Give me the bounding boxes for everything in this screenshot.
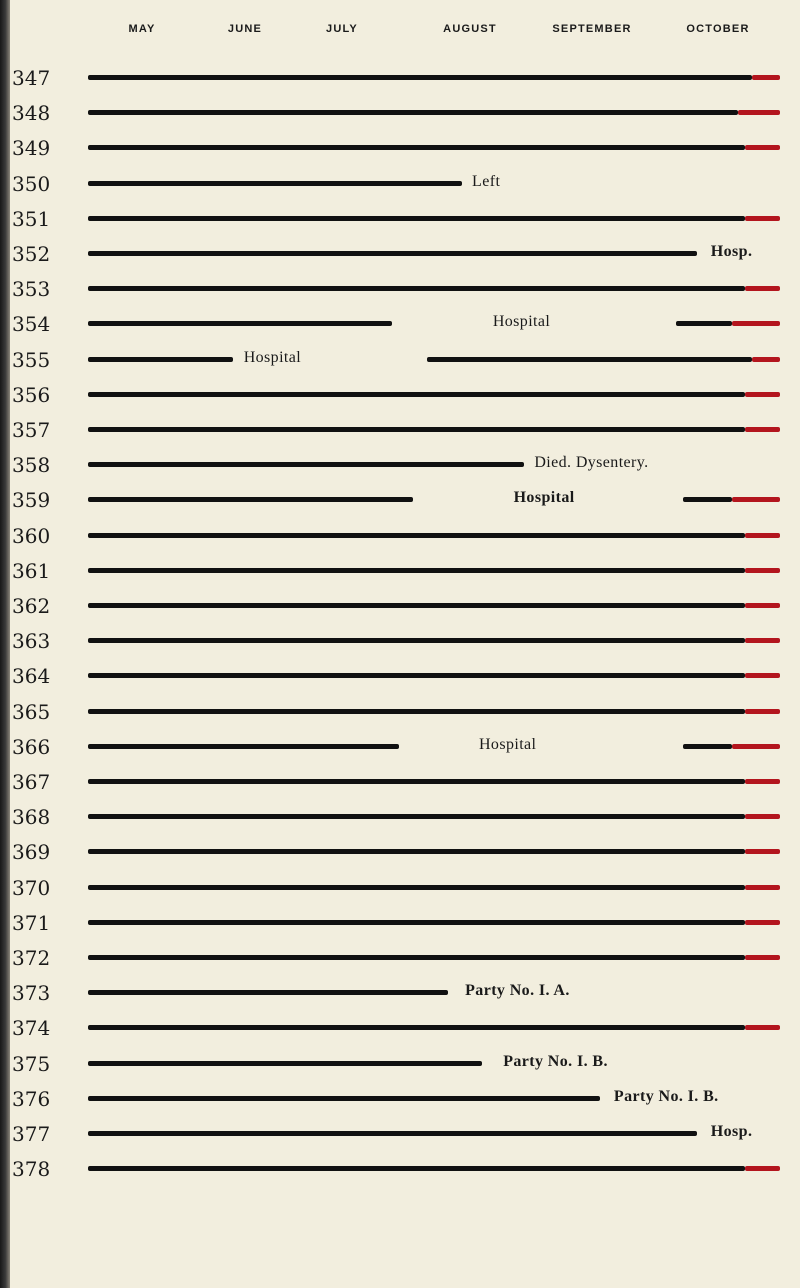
month-label: AUGUST	[443, 23, 497, 35]
roster-number: 362	[12, 594, 51, 618]
month-label: JULY	[326, 23, 358, 35]
status-annotation: Hosp.	[710, 243, 753, 260]
roster-row	[0, 555, 800, 591]
status-annotation: Party No. I. B.	[613, 1088, 719, 1105]
service-bar	[88, 75, 752, 80]
service-bar-red-segment	[745, 920, 780, 925]
service-bar	[676, 321, 731, 326]
roster-number: 363	[12, 629, 51, 653]
roster-row	[0, 1118, 800, 1154]
month-label: OCTOBER	[686, 23, 750, 35]
roster-row	[0, 344, 800, 380]
service-bar	[88, 990, 448, 995]
roster-number: 354	[12, 312, 51, 336]
service-bar-red-segment	[745, 814, 780, 819]
status-annotation: Left	[472, 173, 501, 190]
roster-row	[0, 203, 800, 239]
roster-row	[0, 414, 800, 450]
roster-row	[0, 132, 800, 168]
service-bar-red-segment	[745, 145, 780, 150]
roster-number: 372	[12, 946, 51, 970]
service-bar-red-segment	[732, 497, 780, 502]
roster-row	[0, 1048, 800, 1084]
roster-number: 357	[12, 418, 51, 442]
service-bar	[88, 1131, 697, 1136]
roster-row	[0, 907, 800, 943]
roster-row	[0, 1153, 800, 1189]
roster-row	[0, 696, 800, 732]
service-bar-red-segment	[745, 427, 780, 432]
service-bar	[427, 357, 752, 362]
roster-row	[0, 625, 800, 661]
service-bar	[88, 885, 745, 890]
roster-number: 348	[12, 101, 51, 125]
service-bar	[88, 673, 745, 678]
service-bar	[88, 216, 745, 221]
roster-number: 353	[12, 277, 51, 301]
roster-row	[0, 660, 800, 696]
service-bar	[88, 779, 745, 784]
service-bar-red-segment	[745, 638, 780, 643]
service-bar-red-segment	[745, 1166, 780, 1171]
status-annotation: Hospital	[492, 313, 551, 330]
roster-number: 367	[12, 770, 51, 794]
roster-row	[0, 168, 800, 204]
roster-row	[0, 731, 800, 767]
service-bar-red-segment	[732, 744, 780, 749]
service-bar	[88, 392, 745, 397]
roster-row	[0, 449, 800, 485]
roster-row	[0, 1012, 800, 1048]
roster-number: 376	[12, 1087, 51, 1111]
service-bar	[88, 357, 233, 362]
service-bar	[88, 849, 745, 854]
roster-number: 366	[12, 735, 51, 759]
service-bar	[88, 1096, 600, 1101]
roster-row	[0, 520, 800, 556]
service-bar	[88, 110, 738, 115]
service-bar-red-segment	[752, 357, 780, 362]
roster-number: 373	[12, 981, 51, 1005]
roster-row	[0, 484, 800, 520]
service-bar	[88, 462, 524, 467]
service-bar-red-segment	[745, 779, 780, 784]
service-bar	[88, 321, 392, 326]
service-bar-red-segment	[745, 885, 780, 890]
status-annotation: Hospital	[513, 489, 575, 506]
roster-row	[0, 379, 800, 415]
roster-number: 349	[12, 136, 51, 160]
service-bar	[88, 181, 462, 186]
service-bar	[88, 568, 745, 573]
roster-row	[0, 766, 800, 802]
service-bar	[88, 744, 399, 749]
service-bar	[88, 1025, 745, 1030]
roster-row	[0, 238, 800, 274]
status-annotation: Hospital	[243, 349, 302, 366]
roster-number: 369	[12, 840, 51, 864]
service-bar	[88, 427, 745, 432]
roster-row	[0, 62, 800, 98]
service-bar	[683, 497, 731, 502]
roster-row	[0, 97, 800, 133]
service-bar-red-segment	[745, 603, 780, 608]
service-bar-red-segment	[745, 673, 780, 678]
roster-row	[0, 872, 800, 908]
service-bar	[88, 286, 745, 291]
status-annotation: Party No. I. A.	[465, 982, 570, 999]
roster-number: 378	[12, 1157, 51, 1181]
roster-row	[0, 977, 800, 1013]
roster-row	[0, 1083, 800, 1119]
service-bar-red-segment	[745, 216, 780, 221]
roster-number: 351	[12, 207, 51, 231]
service-bar	[88, 533, 745, 538]
roster-number: 377	[12, 1122, 51, 1146]
service-bar-red-segment	[745, 568, 780, 573]
service-bar	[88, 1166, 745, 1171]
roster-number: 368	[12, 805, 51, 829]
service-bar	[88, 638, 745, 643]
service-bar-red-segment	[732, 321, 780, 326]
status-annotation: Hospital	[478, 736, 537, 753]
roster-number: 370	[12, 876, 51, 900]
service-bar-red-segment	[745, 709, 780, 714]
roster-number: 355	[12, 348, 51, 372]
service-bar	[88, 920, 745, 925]
roster-row	[0, 942, 800, 978]
status-annotation: Died. Dysentery.	[534, 454, 649, 471]
roster-row	[0, 590, 800, 626]
service-bar	[88, 251, 697, 256]
service-bar-red-segment	[738, 110, 780, 115]
service-bar-red-segment	[745, 1025, 780, 1030]
roster-number: 350	[12, 172, 51, 196]
roster-number: 360	[12, 524, 51, 548]
month-label: JUNE	[227, 23, 263, 35]
month-header	[0, 0, 800, 50]
status-annotation: Party No. I. B.	[503, 1053, 608, 1070]
roster-row	[0, 273, 800, 309]
roster-number: 374	[12, 1016, 51, 1040]
service-bar-red-segment	[745, 392, 780, 397]
service-bar	[88, 497, 413, 502]
service-bar-red-segment	[745, 533, 780, 538]
roster-number: 375	[12, 1052, 51, 1076]
roster-number: 352	[12, 242, 51, 266]
roster-number: 371	[12, 911, 51, 935]
service-bar	[88, 145, 745, 150]
service-bar	[88, 955, 745, 960]
roster-number: 364	[12, 664, 51, 688]
roster-number: 358	[12, 453, 51, 477]
roster-number: 365	[12, 700, 51, 724]
service-bar-red-segment	[745, 286, 780, 291]
service-bar	[88, 603, 745, 608]
status-annotation: Hosp.	[710, 1123, 753, 1140]
service-bar-red-segment	[745, 955, 780, 960]
service-bar	[683, 744, 731, 749]
month-label: SEPTEMBER	[552, 23, 632, 35]
service-bar-red-segment	[745, 849, 780, 854]
service-bar	[88, 814, 745, 819]
roster-number: 356	[12, 383, 51, 407]
roster-number: 359	[12, 488, 51, 512]
service-bar-red-segment	[752, 75, 780, 80]
service-bar	[88, 709, 745, 714]
roster-row	[0, 801, 800, 837]
roster-row	[0, 308, 800, 344]
roster-number: 347	[12, 66, 51, 90]
roster-row	[0, 836, 800, 872]
service-bar	[88, 1061, 482, 1066]
roster-number: 361	[12, 559, 51, 583]
month-label: MAY	[128, 23, 156, 35]
